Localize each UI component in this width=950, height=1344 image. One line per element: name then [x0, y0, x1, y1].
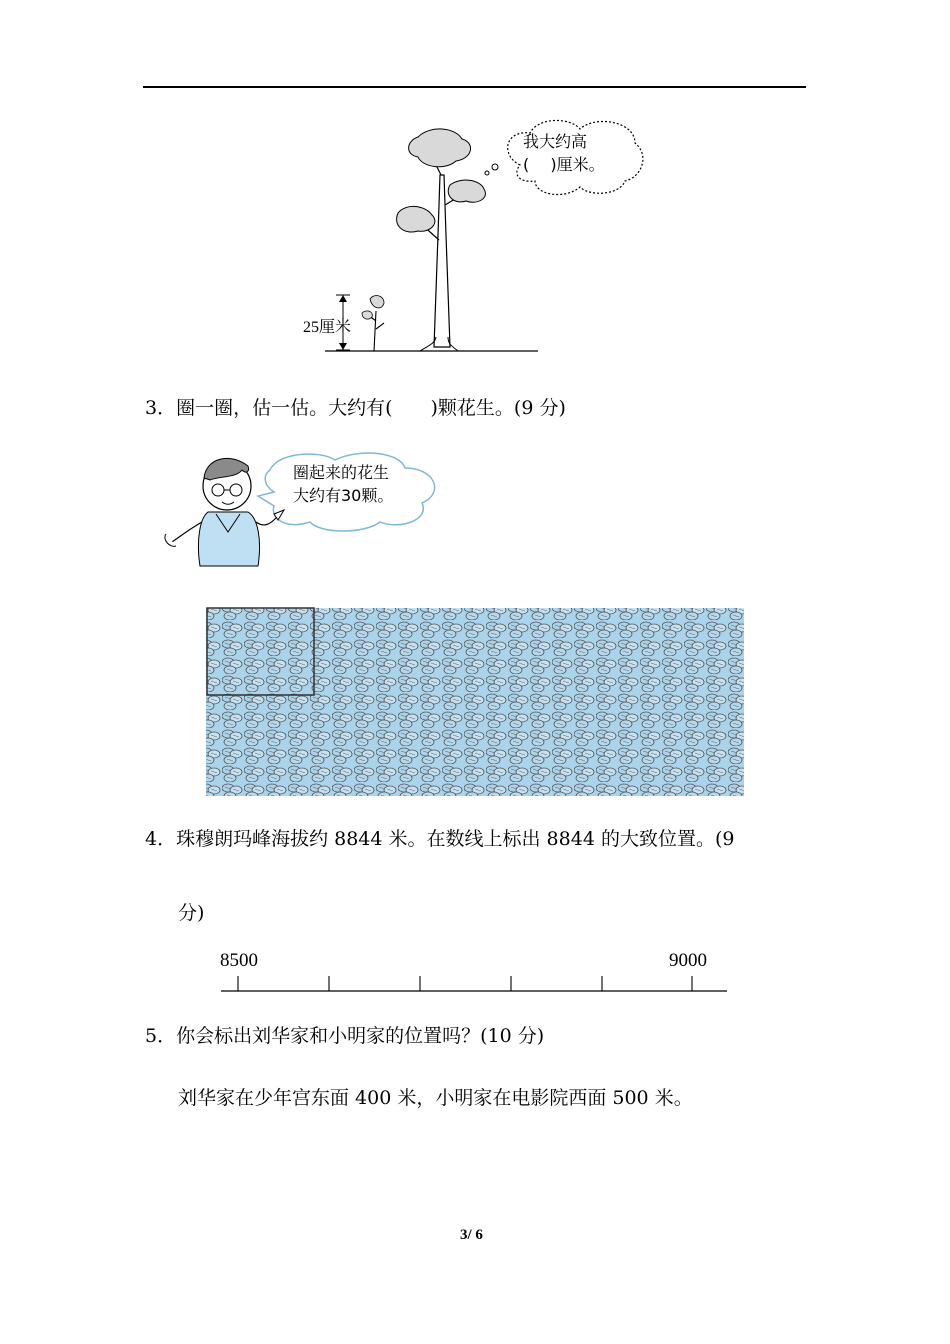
bubble-dot — [485, 171, 489, 175]
boy-body — [198, 512, 259, 566]
measure-label: 25厘米 — [303, 319, 352, 336]
question-3-text: 3．圈一圈，估一估。大约有( )颗花生。(9 分) — [145, 397, 566, 419]
tall-tree-trunk — [434, 175, 450, 347]
question-4-line-2: 分) — [178, 902, 205, 924]
peanut-cluster-area — [206, 608, 744, 796]
question-5-line-1: 5．你会标出刘华家和小明家的位置吗？(10 分) — [145, 1025, 545, 1047]
question-5-line-2: 刘华家在少年宫东面 400 米，小明家在电影院西面 500 米。 — [178, 1087, 693, 1109]
tree-bubble-line-2: ( )厘米。 — [523, 155, 605, 174]
question-4-line-1: 4．珠穆朗玛峰海拔约 8844 米。在数线上标出 8844 的大致位置。(9 — [145, 828, 735, 850]
number-line-end-label: 9000 — [669, 950, 707, 971]
tree-foliage — [397, 206, 435, 232]
number-line-start-label: 8500 — [220, 950, 258, 971]
peanut-field — [200, 602, 760, 802]
bubble-dot — [492, 164, 498, 170]
tree-foliage — [448, 180, 485, 202]
page-number: 3/ 6 — [460, 1227, 483, 1243]
boy-bubble-line-1: 圈起来的花生 — [293, 463, 390, 482]
tree-bubble-line-1: 我大约高 — [523, 132, 588, 151]
tree-foliage — [409, 129, 471, 167]
number-line — [215, 970, 735, 1000]
header-rule — [143, 86, 806, 88]
boy-bubble-line-2: 大约有30颗。 — [293, 486, 394, 505]
